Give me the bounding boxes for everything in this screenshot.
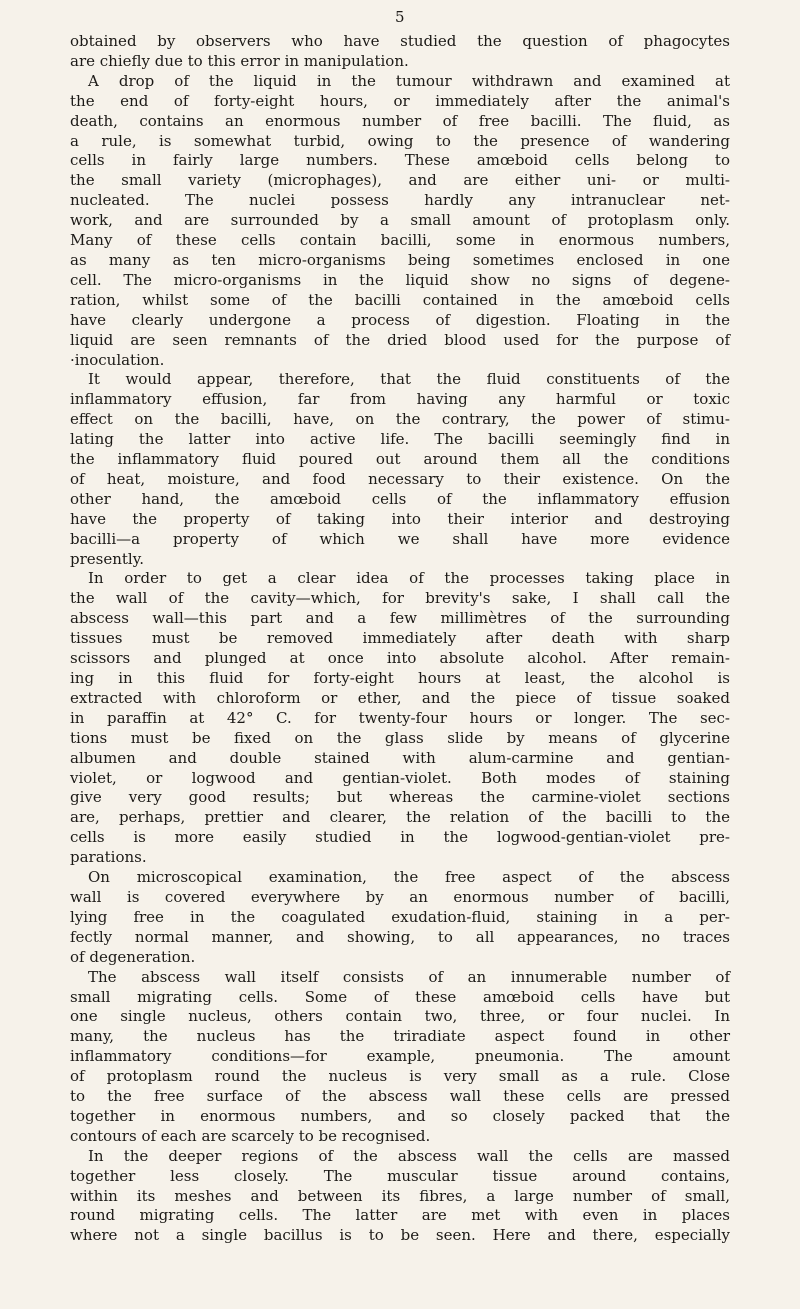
text-line: other hand, the amœboid cells of the inflammatory effusion (70, 489, 730, 508)
text-line: the inflammatory fluid poured out around them all the conditions (70, 450, 730, 469)
text-line: bacilli—a property of which we shall have more evidence (70, 529, 730, 548)
text-line: parations. (70, 848, 147, 867)
text-line: within its meshes and between its fibres, a large number of small, (70, 1186, 730, 1205)
text-line: have the property of taking into their interior and destroying (70, 509, 730, 528)
text-line: lating the latter into active life. The bacilli seemingly find in (70, 430, 730, 449)
text-line: A drop of the liquid in the tumour withdrawn and examined at (88, 71, 730, 90)
text-line: tissues must be removed immediately after death with sharp (70, 629, 730, 648)
text-line: together less closely. The muscular tissue around contains, (70, 1166, 730, 1185)
text-line: together in enormous numbers, and so closely packed that the (70, 1106, 730, 1125)
text-line: to the free surface of the abscess wall these cells are pressed (70, 1087, 730, 1106)
text-line: inflammatory effusion, far from having any harmful or toxic (70, 390, 730, 409)
text-line: the wall of the cavity—which, for brevity's sake, I shall call the (70, 589, 730, 608)
text-line: of degeneration. (70, 947, 196, 966)
text-line: the end of forty-eight hours, or immediately after the animal's (70, 91, 730, 110)
text-line: are chiefly due to this error in manipulation. (70, 51, 409, 70)
text-line: of heat, moisture, and food necessary to their existence. On the (70, 469, 730, 488)
text-line: cells in fairly large numbers. These amœboid cells belong to (70, 151, 730, 170)
text-line: fectly normal manner, and showing, to all appearances, no traces (70, 927, 730, 946)
text-line: violet, or logwood and gentian-violet. Both modes of staining (70, 768, 730, 787)
text-line: ration, whilst some of the bacilli contained in the amœboid cells (70, 290, 730, 309)
text-line: albumen and double stained with alum-carmine and gentian- (70, 748, 730, 767)
text-line: round migrating cells. The latter are met with even in places (70, 1206, 730, 1225)
text-line: tions must be fixed on the glass slide by means of glycerine (70, 728, 730, 747)
text-line: ·inoculation. (70, 350, 165, 369)
text-line: the small variety (microphages), and are either uni- or multi- (70, 171, 730, 190)
text-line: inflammatory conditions—for example, pneumonia. The amount (70, 1047, 730, 1066)
text-line: death, contains an enormous number of free bacilli. The fluid, as (70, 111, 730, 130)
text-line: are, perhaps, prettier and clearer, the relation of the bacilli to the (70, 808, 730, 827)
text-line: abscess wall—this part and a few millimètres of the surrounding (70, 609, 730, 628)
body-text (70, 32, 730, 1246)
text-line: give very good results; but whereas the carmine-violet sections (70, 788, 730, 807)
text-line: lying free in the coagulated exudation-fluid, staining in a per- (70, 907, 730, 926)
text-line: where not a single bacillus is to be seen. Here and there, especially (70, 1226, 730, 1245)
text-line: work, and are surrounded by a small amount of protoplasm only. (70, 211, 730, 230)
page-number: 5 (394, 8, 406, 26)
text-line: scissors and plunged at once into absolute alcohol. After remain- (70, 649, 730, 668)
text-line: as many as ten micro-organisms being sometimes enclosed in one (70, 250, 730, 269)
text-line: contours of each are scarcely to be recognised. (70, 1126, 431, 1145)
text-line: ing in this fluid for forty-eight hours at least, the alcohol is (70, 669, 730, 687)
text-line: obtained by observers who have studied the question of phagocytes (70, 32, 730, 50)
text-line: presently. (70, 549, 144, 568)
text-line: many, the nucleus has the triradiate aspect found in other (70, 1027, 730, 1046)
text-line: liquid are seen remnants of the dried blood used for the purpose of (70, 330, 730, 349)
text-line: wall is covered everywhere by an enormous number of bacilli, (70, 887, 730, 906)
text-line: one single nucleus, others contain two, three, or four nuclei. In (70, 1007, 730, 1026)
text-line: small migrating cells. Some of these amœboid cells have but (70, 987, 730, 1006)
text-line: It would appear, therefore, that the fluid constituents of the (88, 370, 730, 389)
text-line: Many of these cells contain bacilli, some in enormous numbers, (70, 231, 730, 250)
text-line: On microscopical examination, the free aspect of the abscess (88, 868, 730, 887)
text-line: effect on the bacilli, have, on the contrary, the power of stimu- (70, 410, 730, 429)
text-line: extracted with chloroform or ether, and the piece of tissue soaked (70, 688, 730, 707)
text-line: nucleated. The nuclei possess hardly any intranuclear net- (70, 191, 730, 210)
text-line: have clearly undergone a process of digestion. Floating in the (70, 310, 730, 329)
text-line: a rule, is somewhat turbid, owing to the presence of wandering (70, 131, 730, 150)
text-line: in paraffin at 42° C. for twenty-four hours or longer. The sec- (70, 708, 730, 727)
text-line: The abscess wall itself consists of an innumerable number of (88, 967, 730, 986)
text-line: of protoplasm round the nucleus is very small as a rule. Close (70, 1067, 730, 1086)
text-line: In order to get a clear idea of the processes taking place in (88, 569, 730, 588)
text-line: In the deeper regions of the abscess wall the cells are massed (88, 1146, 730, 1165)
text-line: cells is more easily studied in the logwood-gentian-violet pre- (70, 828, 730, 847)
text-line: cell. The micro-organisms in the liquid show no signs of degene- (70, 270, 730, 289)
